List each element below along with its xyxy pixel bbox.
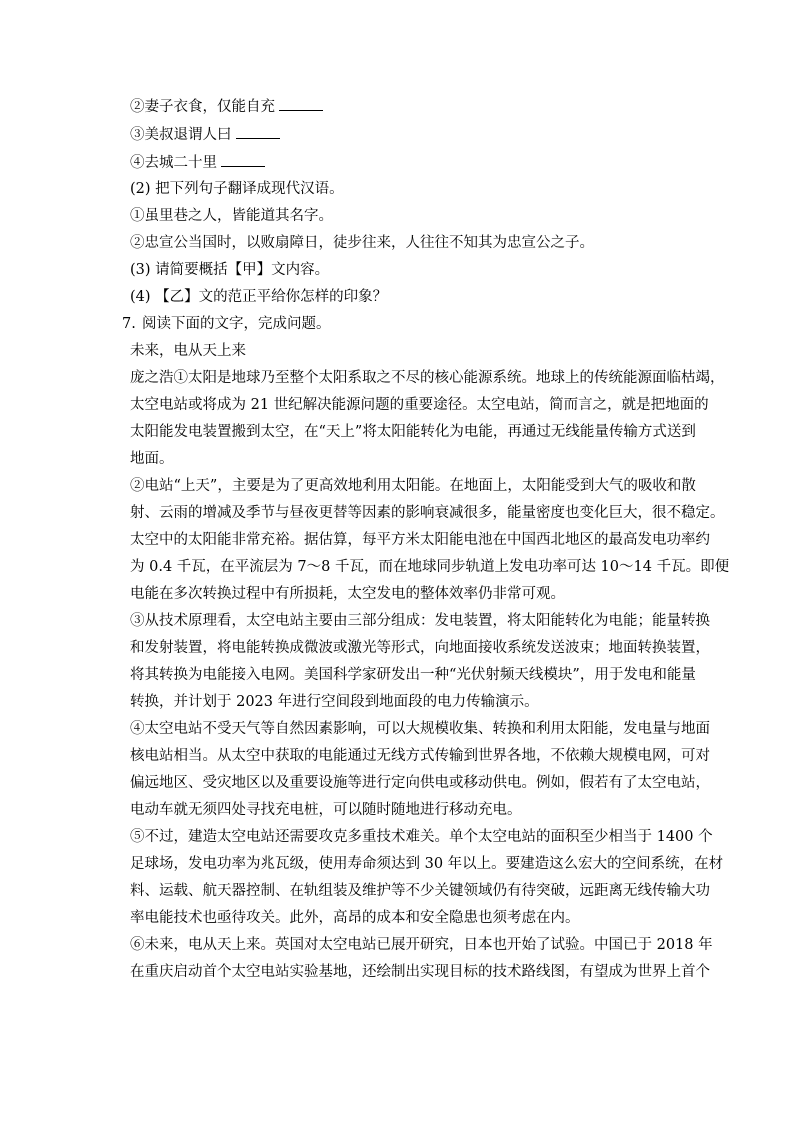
- article-line: 足球场，发电功率为兆瓦级，使用寿命须达到 30 年以上。要建造这么宏大的空间系统，在材: [130, 856, 724, 872]
- article-line: ⑥未来，电从天上来。英国对太空电站已展开研究，日本也开始了试验。中国已于 2018 年: [130, 937, 713, 953]
- article-line: 太阳能发电装置搬到太空，在“天上”将太阳能转化为电能，再通过无线能量传输方式送到: [130, 424, 696, 440]
- answer-blank[interactable]: [279, 96, 323, 111]
- article-line: ⑤不过，建造太空电站还需要攻克多重技术难关。单个太空电站的面积至少相当于 1400 个: [130, 829, 713, 845]
- article-line: 太空电站或将成为 21 世纪解决能源问题的重要途径。太空电站，简而言之，就是把地面的: [130, 397, 709, 413]
- q7-prompt: 阅读下面的文字，完成问题。: [142, 316, 331, 332]
- article-line: 料、运载、航天器控制、在轨组装及维护等不少关键领域仍有待突破，远距离无线传输大功: [130, 883, 710, 899]
- q6-2-item-1: ①虽里巷之人，皆能道其名字。: [130, 208, 333, 224]
- article-line: ③从技术原理看，太空电站主要由三部分组成：发电装置，将太阳能转化为电能；能量转换: [130, 613, 710, 629]
- article-line: 将其转换为电能接入电网。美国科学家研发出一种“光伏射频天线模块”，用于发电和能量: [130, 667, 696, 683]
- q7-header: [122, 314, 331, 334]
- article-line: 射、云雨的增减及季节与昼夜更替等因素的影响衰减很多，能量密度也变化巨大，很不稳定。: [130, 505, 725, 521]
- article-line: 电能在多次转换过程中有所损耗，太空发电的整体效率仍非常可观。: [130, 586, 565, 602]
- article-line: 地面。: [130, 451, 174, 467]
- q7-number: 7.: [122, 316, 136, 332]
- article-title: 未来，电从天上来: [130, 343, 246, 359]
- answer-blank[interactable]: [236, 124, 280, 139]
- article-line: 转换，并计划于 2023 年进行空间段到地面段的电力传输演示。: [130, 694, 539, 710]
- q6-4-prompt: (4) 【乙】文的范正平给你怎样的印象？: [130, 289, 388, 305]
- q6-1-item-2: [130, 96, 323, 117]
- q6-1-item-2-text: ②妻子衣食，仅能自充: [130, 99, 275, 115]
- article-line: 和发射装置，将电能转换成微波或激光等形式，向地面接收系统发送波束；地面转换装置，: [130, 640, 710, 656]
- answer-blank[interactable]: [221, 152, 265, 167]
- q6-1-item-4: [130, 152, 265, 173]
- article-line: 为 0.4 千瓦，在平流层为 7～8 千瓦，而在地球同步轨道上发电功率可达 10～14 千瓦。即便: [130, 559, 730, 575]
- article-line: 偏远地区、受灾地区以及重要设施等进行定向供电或移动供电。例如，假若有了太空电站，: [130, 775, 710, 791]
- q6-1-item-3: [130, 124, 280, 145]
- article-line: 电动车就无须四处寻找充电桩，可以随时随地进行移动充电。: [130, 802, 522, 818]
- q6-3-prompt: (3) 请简要概括【甲】文内容。: [130, 262, 330, 278]
- article-line: ②电站“上天”，主要是为了更高效地利用太阳能。在地面上，太阳能受到大气的吸收和散: [130, 478, 696, 494]
- q6-1-item-3-text: ③美叔退谓人曰: [130, 127, 232, 143]
- article-line: 太空中的太阳能非常充裕。据估算，每平方米太阳能电池在中国西北地区的最高发电功率约: [130, 532, 710, 548]
- q6-1-item-4-text: ④去城二十里: [130, 155, 217, 171]
- article-line: ④太空电站不受天气等自然因素影响，可以大规模收集、转换和利用太阳能，发电量与地面: [130, 721, 710, 737]
- q6-2-prompt: (2) 把下列句子翻译成现代汉语。: [130, 181, 344, 197]
- article-line: 在重庆启动首个太空电站实验基地，还绘制出实现目标的技术路线图，有望成为世界上首个: [130, 964, 710, 980]
- article-line: 核电站相当。从太空中获取的电能通过无线方式传输到世界各地，不依赖大规模电网，可对: [130, 748, 710, 764]
- q6-2-item-2: ②忠宣公当国时，以败扇障日，徒步往来，人往往不知其为忠宣公之子。: [130, 235, 594, 251]
- article-line: 庞之浩①太阳是地球乃至整个太阳系取之不尽的核心能源系统。地球上的传统能源面临枯竭，: [130, 370, 725, 386]
- article-line: 率电能技术也亟待攻关。此外，高昂的成本和安全隐患也须考虑在内。: [130, 910, 580, 926]
